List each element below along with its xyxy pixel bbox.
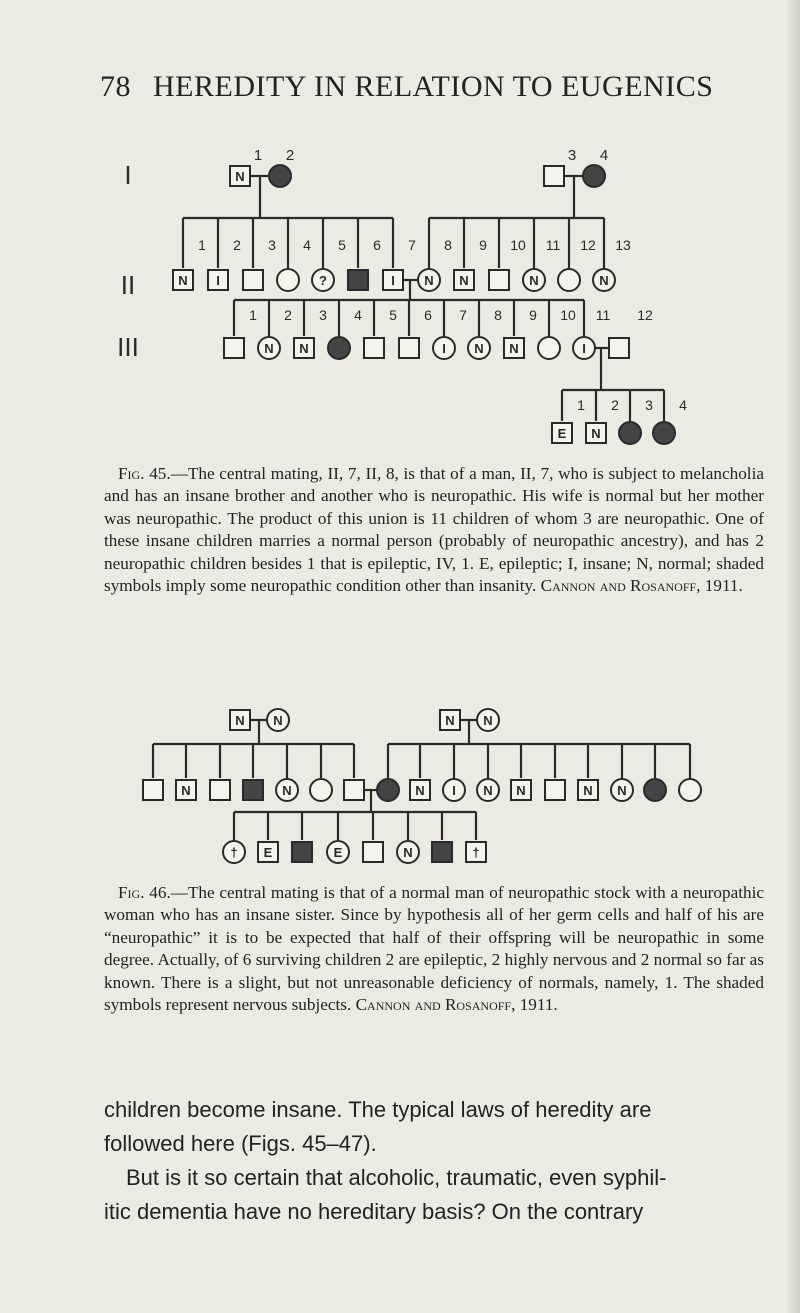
gen3-individual-6 <box>399 338 419 358</box>
symbol-mark-letter: N <box>299 341 309 356</box>
male-symbol <box>344 780 364 800</box>
fig46-caption-text: The central mating is that of a normal man of neuropathic stock with a neuropathic woman who has an insane sister. Since by hypothesis all of her germ cells and half of his are “neuropathic” it is to be expected that half of their offspring will be neuropathic in some degree. Actually, of 6 surviving children 2 are epileptic, 2 highly nervous and 2 normal so far as known. There is a slight, but not unreasonable deficiency of normals, namely, 1. The shaded symbols represent nervous subjects. <box>104 883 764 1015</box>
fig46-caption-source: Cannon and Rosanoff, 1911. <box>355 995 558 1015</box>
symbol-mark-letter: N <box>181 783 191 798</box>
male-symbol <box>544 166 564 186</box>
gen2-number-label: 3 <box>268 237 276 253</box>
gen2-number-label: 9 <box>479 237 487 253</box>
symbol-mark-letter: N <box>235 169 245 184</box>
male-symbol <box>210 780 230 800</box>
gen1-individual-4 <box>583 165 605 187</box>
male-symbol <box>545 780 565 800</box>
gen3-number-label: 5 <box>389 307 397 323</box>
gen2-individual-3 <box>243 270 263 290</box>
gen2-individual-4 <box>277 269 299 291</box>
gen2-individual-5 <box>312 269 334 291</box>
body-text <box>104 1093 760 1229</box>
symbol-mark-letter: N <box>282 783 292 798</box>
symbol-mark-letter: N <box>483 713 493 728</box>
body-line-1 <box>104 1093 760 1127</box>
gen4-number-label: 3 <box>645 397 653 413</box>
fig46-grandchild-symbol <box>432 842 452 862</box>
body-line-4: itic dementia have no hereditary basis? On the contrary <box>104 1199 644 1224</box>
fig46-child-symbol <box>176 780 196 800</box>
gen3-number-label: 7 <box>459 307 467 323</box>
gen2-number-label: 13 <box>615 237 631 253</box>
gen2-number-label: 12 <box>580 237 596 253</box>
parent-female <box>267 709 289 731</box>
fig46-child-symbol <box>644 779 666 801</box>
fig46-grandchild-symbol <box>363 842 383 862</box>
gen3-number-label: 2 <box>284 307 292 323</box>
symbol-mark-letter: N <box>483 783 493 798</box>
male-symbol <box>363 842 383 862</box>
shaded-female-symbol <box>269 165 291 187</box>
male-symbol <box>399 338 419 358</box>
symbol-mark-letter: N <box>617 783 627 798</box>
parent-male <box>230 710 250 730</box>
gen3-individual-2 <box>258 337 280 359</box>
male-symbol <box>143 780 163 800</box>
fig46-child-symbol <box>679 779 701 801</box>
fig46-grandchild-symbol <box>327 841 349 863</box>
shaded-female-symbol <box>328 337 350 359</box>
parent-male <box>440 710 460 730</box>
shaded-male-symbol <box>292 842 312 862</box>
symbol-mark-letter: N <box>583 783 593 798</box>
gen4-individual-3 <box>619 422 641 444</box>
gen1-number-label: 2 <box>285 147 295 164</box>
female-symbol <box>277 269 299 291</box>
symbol-mark-letter: N <box>509 341 519 356</box>
gen1-individual-3 <box>544 166 564 186</box>
body-line-3: But is it so certain that alcoholic, traumatic, even syphil- <box>126 1165 667 1190</box>
gen2-individual-6 <box>348 270 368 290</box>
symbol-mark-letter: N <box>445 713 455 728</box>
body-line-1-text: children become insane. The typical laws of heredity are <box>104 1097 652 1122</box>
gen3-number-label: 4 <box>354 307 362 323</box>
fig46-grandchild-symbol <box>292 842 312 862</box>
fig46-child-symbol <box>276 779 298 801</box>
generation-label-II: II <box>120 270 136 300</box>
gen3-individual-12 <box>609 338 629 358</box>
shaded-female-symbol <box>619 422 641 444</box>
female-symbol <box>538 337 560 359</box>
fig46-grandchild-symbol <box>397 841 419 863</box>
symbol-mark-letter: N <box>459 273 469 288</box>
fig45-caption-source: Cannon and Rosanoff, 1911. <box>540 576 743 596</box>
fig46-child-symbol <box>443 779 465 801</box>
gen4-individual-4 <box>653 422 675 444</box>
shaded-female-symbol <box>377 779 399 801</box>
gen3-individual-11 <box>573 337 595 359</box>
gen1-number-label: 1 <box>253 147 263 164</box>
symbol-mark-letter: † <box>472 845 480 860</box>
gen2-number-label: 8 <box>444 237 452 253</box>
male-symbol <box>364 338 384 358</box>
gen2-number-label: 4 <box>303 237 311 253</box>
gen3-number-label: 12 <box>637 307 653 323</box>
fig46-grandchild-symbol <box>466 842 486 862</box>
female-symbol <box>310 779 332 801</box>
gen2-individual-11 <box>523 269 545 291</box>
gen2-individual-7 <box>383 270 403 290</box>
symbol-mark-letter: N <box>178 273 188 288</box>
running-head <box>100 70 750 104</box>
symbol-mark-letter: E <box>333 845 343 860</box>
generation-label-I: I <box>124 160 132 190</box>
symbol-mark-letter: I <box>216 273 220 288</box>
fig46-child-symbol <box>377 779 399 801</box>
fig46-pedigree-chart <box>0 700 800 870</box>
symbol-mark-letter: I <box>442 341 446 356</box>
gen2-individual-12 <box>558 269 580 291</box>
symbol-mark-letter: N <box>474 341 484 356</box>
gen2-individual-1 <box>173 270 193 290</box>
gen2-number-label: 7 <box>408 237 416 253</box>
shaded-male-symbol <box>432 842 452 862</box>
gen3-individual-8 <box>468 337 490 359</box>
symbol-mark-letter: E <box>557 426 567 441</box>
fig46-child-symbol <box>243 780 263 800</box>
gen1-individual-2 <box>269 165 291 187</box>
male-symbol <box>243 270 263 290</box>
gen2-individual-13 <box>593 269 615 291</box>
gen4-number-label: 4 <box>679 397 687 413</box>
male-symbol <box>224 338 244 358</box>
male-symbol <box>489 270 509 290</box>
gen3-number-label: 3 <box>319 307 327 323</box>
gen3-individual-10 <box>538 337 560 359</box>
fig46-child-symbol <box>477 779 499 801</box>
fig45-caption-label: Fig. 45. <box>118 464 171 483</box>
gen3-individual-5 <box>364 338 384 358</box>
symbol-mark-letter: N <box>529 273 539 288</box>
gen4-individual-1 <box>552 423 572 443</box>
symbol-mark-letter: ? <box>319 273 327 288</box>
fig46-caption-label: Fig. 46. <box>118 883 171 902</box>
gen3-individual-4 <box>328 337 350 359</box>
fig46-child-symbol <box>310 779 332 801</box>
fig46-child-symbol <box>210 780 230 800</box>
fig45-caption-text: The central mating, II, 7, II, 8, is that of a man, II, 7, who is subject to melancholia and has an insane brother and another who is neuropathic. His wife is normal but her mother was neuropathic. The product of this union is 11 children of whom 3 are neuropathic. One of these insane children marries a normal person (probably of neuropathic ancestry), and has 2 neuropathic children besides 1 that is epileptic, IV, 1. E, epileptic; I, insane; N, normal; shaded symbols imply some neuropathic condition other than insanity. <box>104 464 764 596</box>
gen1-number-label: 3 <box>567 147 577 164</box>
gen3-number-label: 11 <box>595 307 611 323</box>
gen1-individual-1 <box>230 166 250 186</box>
symbol-mark-letter: I <box>452 783 456 798</box>
symbol-mark-letter: N <box>264 341 274 356</box>
symbol-mark-letter: N <box>273 713 283 728</box>
symbol-mark-letter: † <box>230 845 238 860</box>
female-symbol <box>558 269 580 291</box>
gen2-number-label: 2 <box>233 237 241 253</box>
gen3-number-label: 1 <box>249 307 257 323</box>
gen3-number-label: 9 <box>529 307 537 323</box>
shaded-female-symbol <box>644 779 666 801</box>
male-symbol <box>609 338 629 358</box>
gen2-number-label: 6 <box>373 237 381 253</box>
symbol-mark-letter: N <box>403 845 413 860</box>
gen4-individual-2 <box>586 423 606 443</box>
gen4-number-label: 1 <box>577 397 585 413</box>
gen3-number-label: 10 <box>560 307 576 323</box>
symbol-mark-letter: N <box>599 273 609 288</box>
symbol-mark-letter: N <box>516 783 526 798</box>
fig45-caption: Fig. 45.—The central mating, II, 7, II, 8, is that of a man, II, 7, who is subject to melancholia and has an insane brother and another who is neuropathic. His wife is normal but her mother was neuropathic. The product of this union is 11 children of whom 3 are neuropathic. One of these insane children marries a normal person (probably of neuropathic ancestry), and has 2 neuropathic children besides 1 that is epileptic, IV, 1. E, epileptic; I, insane; N, normal; shaded symbols imply some neuropathic condition other than insanity. Cannon and Rosanoff, 1911. <box>104 464 764 596</box>
gen2-individual-9 <box>454 270 474 290</box>
gen3-individual-1 <box>224 338 244 358</box>
gen2-individual-8 <box>418 269 440 291</box>
symbol-mark-letter: N <box>235 713 245 728</box>
parent-female <box>477 709 499 731</box>
shaded-female-symbol <box>653 422 675 444</box>
gen4-number-label: 2 <box>611 397 619 413</box>
symbol-mark-letter: N <box>591 426 601 441</box>
female-symbol <box>679 779 701 801</box>
fig46-child-symbol <box>410 780 430 800</box>
fig46-child-symbol <box>611 779 633 801</box>
body-line-2: followed here (Figs. 45–47). <box>104 1131 377 1156</box>
symbol-mark-letter: E <box>263 845 273 860</box>
gen3-individual-3 <box>294 338 314 358</box>
symbol-mark-letter: N <box>415 783 425 798</box>
gen2-number-label: 10 <box>510 237 526 253</box>
fig45-pedigree-chart <box>0 140 800 450</box>
shaded-male-symbol <box>243 780 263 800</box>
symbol-mark-letter: I <box>582 341 586 356</box>
fig46-child-symbol <box>344 780 364 800</box>
gen3-number-label: 6 <box>424 307 432 323</box>
fig46-child-symbol <box>545 780 565 800</box>
shaded-female-symbol <box>583 165 605 187</box>
gen1-number-label: 4 <box>599 147 609 164</box>
gen2-number-label: 1 <box>198 237 206 253</box>
fig46-child-symbol <box>511 780 531 800</box>
fig46-child-symbol <box>578 780 598 800</box>
gen3-individual-9 <box>504 338 524 358</box>
fig46-grandchild-symbol <box>258 842 278 862</box>
gen3-individual-7 <box>433 337 455 359</box>
shaded-male-symbol <box>348 270 368 290</box>
fig46-caption: Fig. 46.—The central mating is that of a normal man of neuropathic stock with a neuropathic woman who has an insane sister. Since by hypothesis all of her germ cells and half of his are “neuropathic” it is to be expected that half of their offspring will be neuropathic in some degree. Actually, of 6 surviving children 2 are epileptic, 2 highly nervous and 2 normal so far as known. There is a slight, but not unreasonable deficiency of normals, namely, 1. The shaded symbols represent nervous subjects. Cannon and Rosanoff, 1911. <box>104 883 764 1015</box>
gen2-number-label: 5 <box>338 237 346 253</box>
symbol-mark-letter: I <box>391 273 395 288</box>
gen2-individual-10 <box>489 270 509 290</box>
page-number: 78 <box>100 70 131 103</box>
gen2-individual-2 <box>208 270 228 290</box>
fig46-grandchild-symbol <box>223 841 245 863</box>
symbol-mark-letter: N <box>424 273 434 288</box>
gen3-number-label: 8 <box>494 307 502 323</box>
fig46-child-symbol <box>143 780 163 800</box>
generation-label-III: III <box>117 332 139 362</box>
running-title: HEREDITY IN RELATION TO EUGENICS <box>153 70 714 103</box>
gen2-number-label: 11 <box>545 237 561 253</box>
